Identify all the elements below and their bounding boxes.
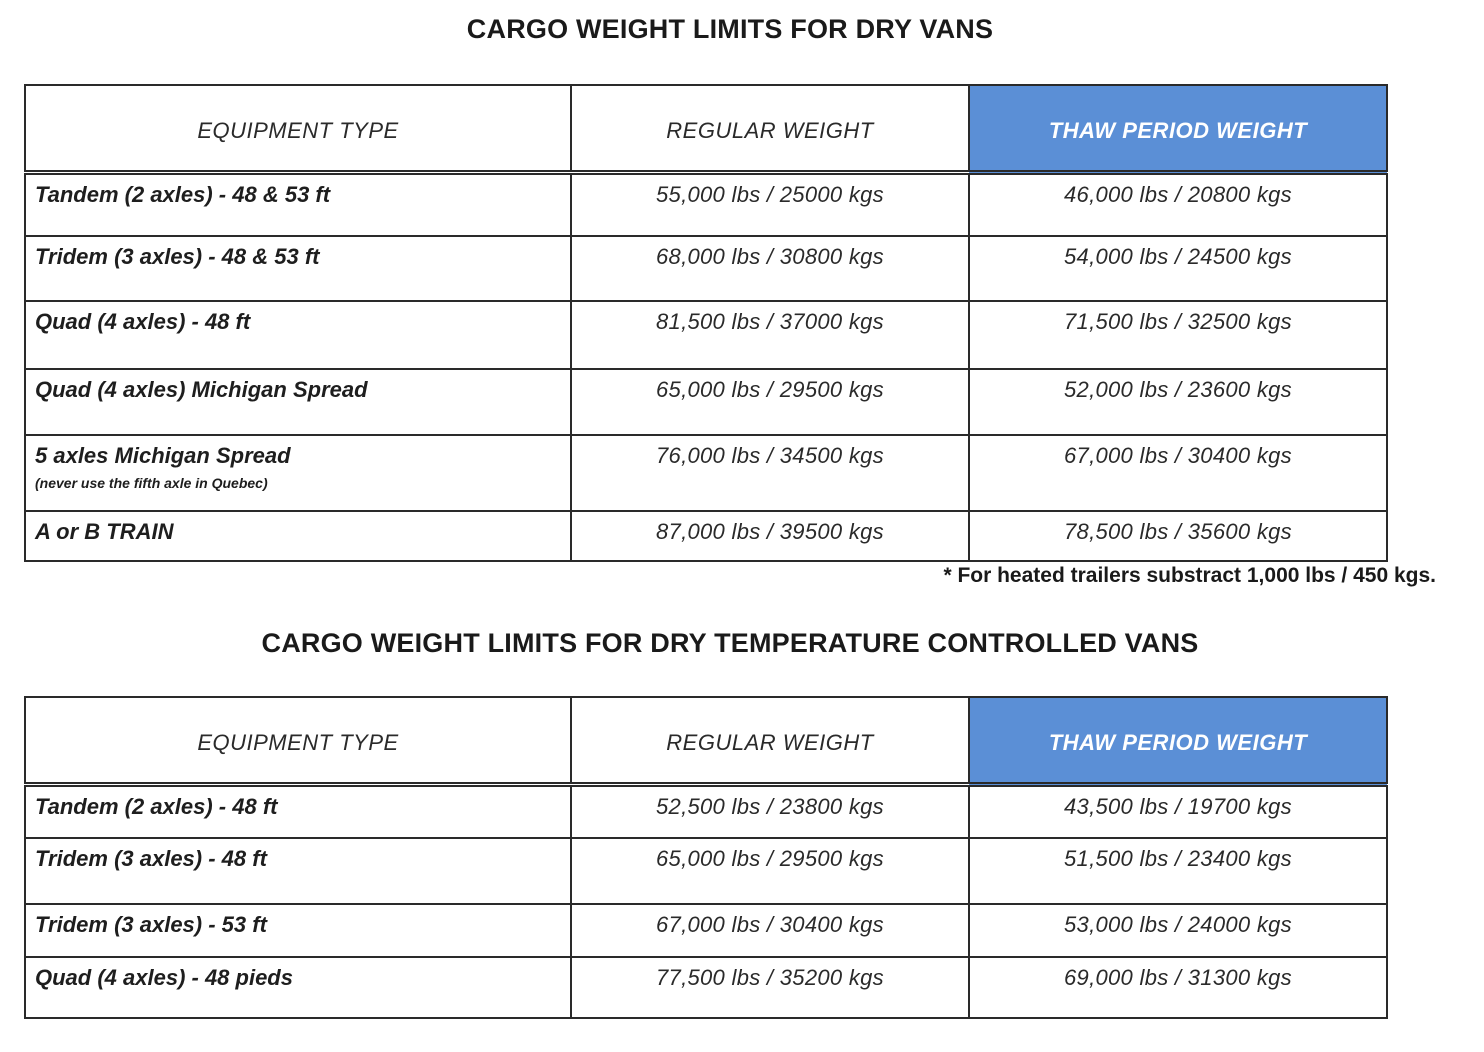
regular-weight-cell: 81,500 lbs / 37000 kgs — [571, 301, 969, 369]
equipment-type-header: EQUIPMENT TYPE — [25, 85, 571, 173]
thaw-weight-cell: 52,000 lbs / 23600 kgs — [969, 369, 1387, 435]
table-row — [25, 236, 1387, 301]
temperature-controlled-vans-title: CARGO WEIGHT LIMITS FOR DRY TEMPERATURE CONTROLLED VANS — [261, 628, 1199, 658]
regular-weight-cell: 65,000 lbs / 29500 kgs — [571, 838, 969, 904]
equipment-type-header: EQUIPMENT TYPE — [25, 697, 571, 785]
thaw-weight-cell: 51,500 lbs / 23400 kgs — [969, 838, 1387, 904]
equipment-cell: Tandem (2 axles) - 48 & 53 ft — [25, 173, 571, 236]
table-row — [25, 957, 1387, 1018]
equipment-cell: Tridem (3 axles) - 48 & 53 ft — [25, 236, 571, 301]
thaw-weight-cell: 78,500 lbs / 35600 kgs — [969, 511, 1387, 561]
regular-weight-cell: 67,000 lbs / 30400 kgs — [571, 904, 969, 957]
header-row — [25, 85, 1387, 173]
table-row — [25, 785, 1387, 838]
equipment-cell: Quad (4 axles) - 48 pieds — [25, 957, 571, 1018]
thaw-weight-cell: 46,000 lbs / 20800 kgs — [969, 173, 1387, 236]
thaw-weight-cell: 53,000 lbs / 24000 kgs — [969, 904, 1387, 957]
regular-weight-cell: 76,000 lbs / 34500 kgs — [571, 435, 969, 511]
regular-weight-cell: 77,500 lbs / 35200 kgs — [571, 957, 969, 1018]
temperature-controlled-vans-weight-table — [24, 696, 1388, 1019]
thaw-weight-cell: 54,000 lbs / 24500 kgs — [969, 236, 1387, 301]
regular-weight-cell: 87,000 lbs / 39500 kgs — [571, 511, 969, 561]
table-row — [25, 301, 1387, 369]
equipment-cell: A or B TRAIN — [25, 511, 571, 561]
header-row — [25, 697, 1387, 785]
thaw-period-weight-header: THAW PERIOD WEIGHT — [969, 85, 1387, 173]
regular-weight-cell: 55,000 lbs / 25000 kgs — [571, 173, 969, 236]
regular-weight-cell: 52,500 lbs / 23800 kgs — [571, 785, 969, 838]
thaw-period-weight-header: THAW PERIOD WEIGHT — [969, 697, 1387, 785]
table-row — [25, 173, 1387, 236]
regular-weight-cell: 65,000 lbs / 29500 kgs — [571, 369, 969, 435]
equipment-cell: Tridem (3 axles) - 53 ft — [25, 904, 571, 957]
dry-vans-weight-table — [24, 84, 1388, 562]
equipment-footnote: (never use the fifth axle in Quebec) — [35, 474, 268, 491]
table-row — [25, 435, 1387, 511]
dry-vans-title: CARGO WEIGHT LIMITS FOR DRY VANS — [466, 14, 994, 44]
equipment-cell — [25, 435, 571, 511]
table-row — [25, 838, 1387, 904]
table-row — [25, 511, 1387, 561]
equipment-cell: Tridem (3 axles) - 48 ft — [25, 838, 571, 904]
equipment-cell: Quad (4 axles) - 48 ft — [25, 301, 571, 369]
thaw-weight-cell: 69,000 lbs / 31300 kgs — [969, 957, 1387, 1018]
regular-weight-cell: 68,000 lbs / 30800 kgs — [571, 236, 969, 301]
equipment-cell: Tandem (2 axles) - 48 ft — [25, 785, 571, 838]
thaw-weight-cell: 71,500 lbs / 32500 kgs — [969, 301, 1387, 369]
regular-weight-header: REGULAR WEIGHT — [571, 697, 969, 785]
equipment-cell: Quad (4 axles) Michigan Spread — [25, 369, 571, 435]
thaw-weight-cell: 67,000 lbs / 30400 kgs — [969, 435, 1387, 511]
thaw-weight-cell: 43,500 lbs / 19700 kgs — [969, 785, 1387, 838]
table-row — [25, 369, 1387, 435]
regular-weight-header: REGULAR WEIGHT — [571, 85, 969, 173]
equipment-label: 5 axles Michigan Spread — [35, 442, 291, 468]
table-row — [25, 904, 1387, 957]
heated-trailers-note: * For heated trailers substract 1,000 lbs / 450 kgs. — [943, 564, 1436, 587]
